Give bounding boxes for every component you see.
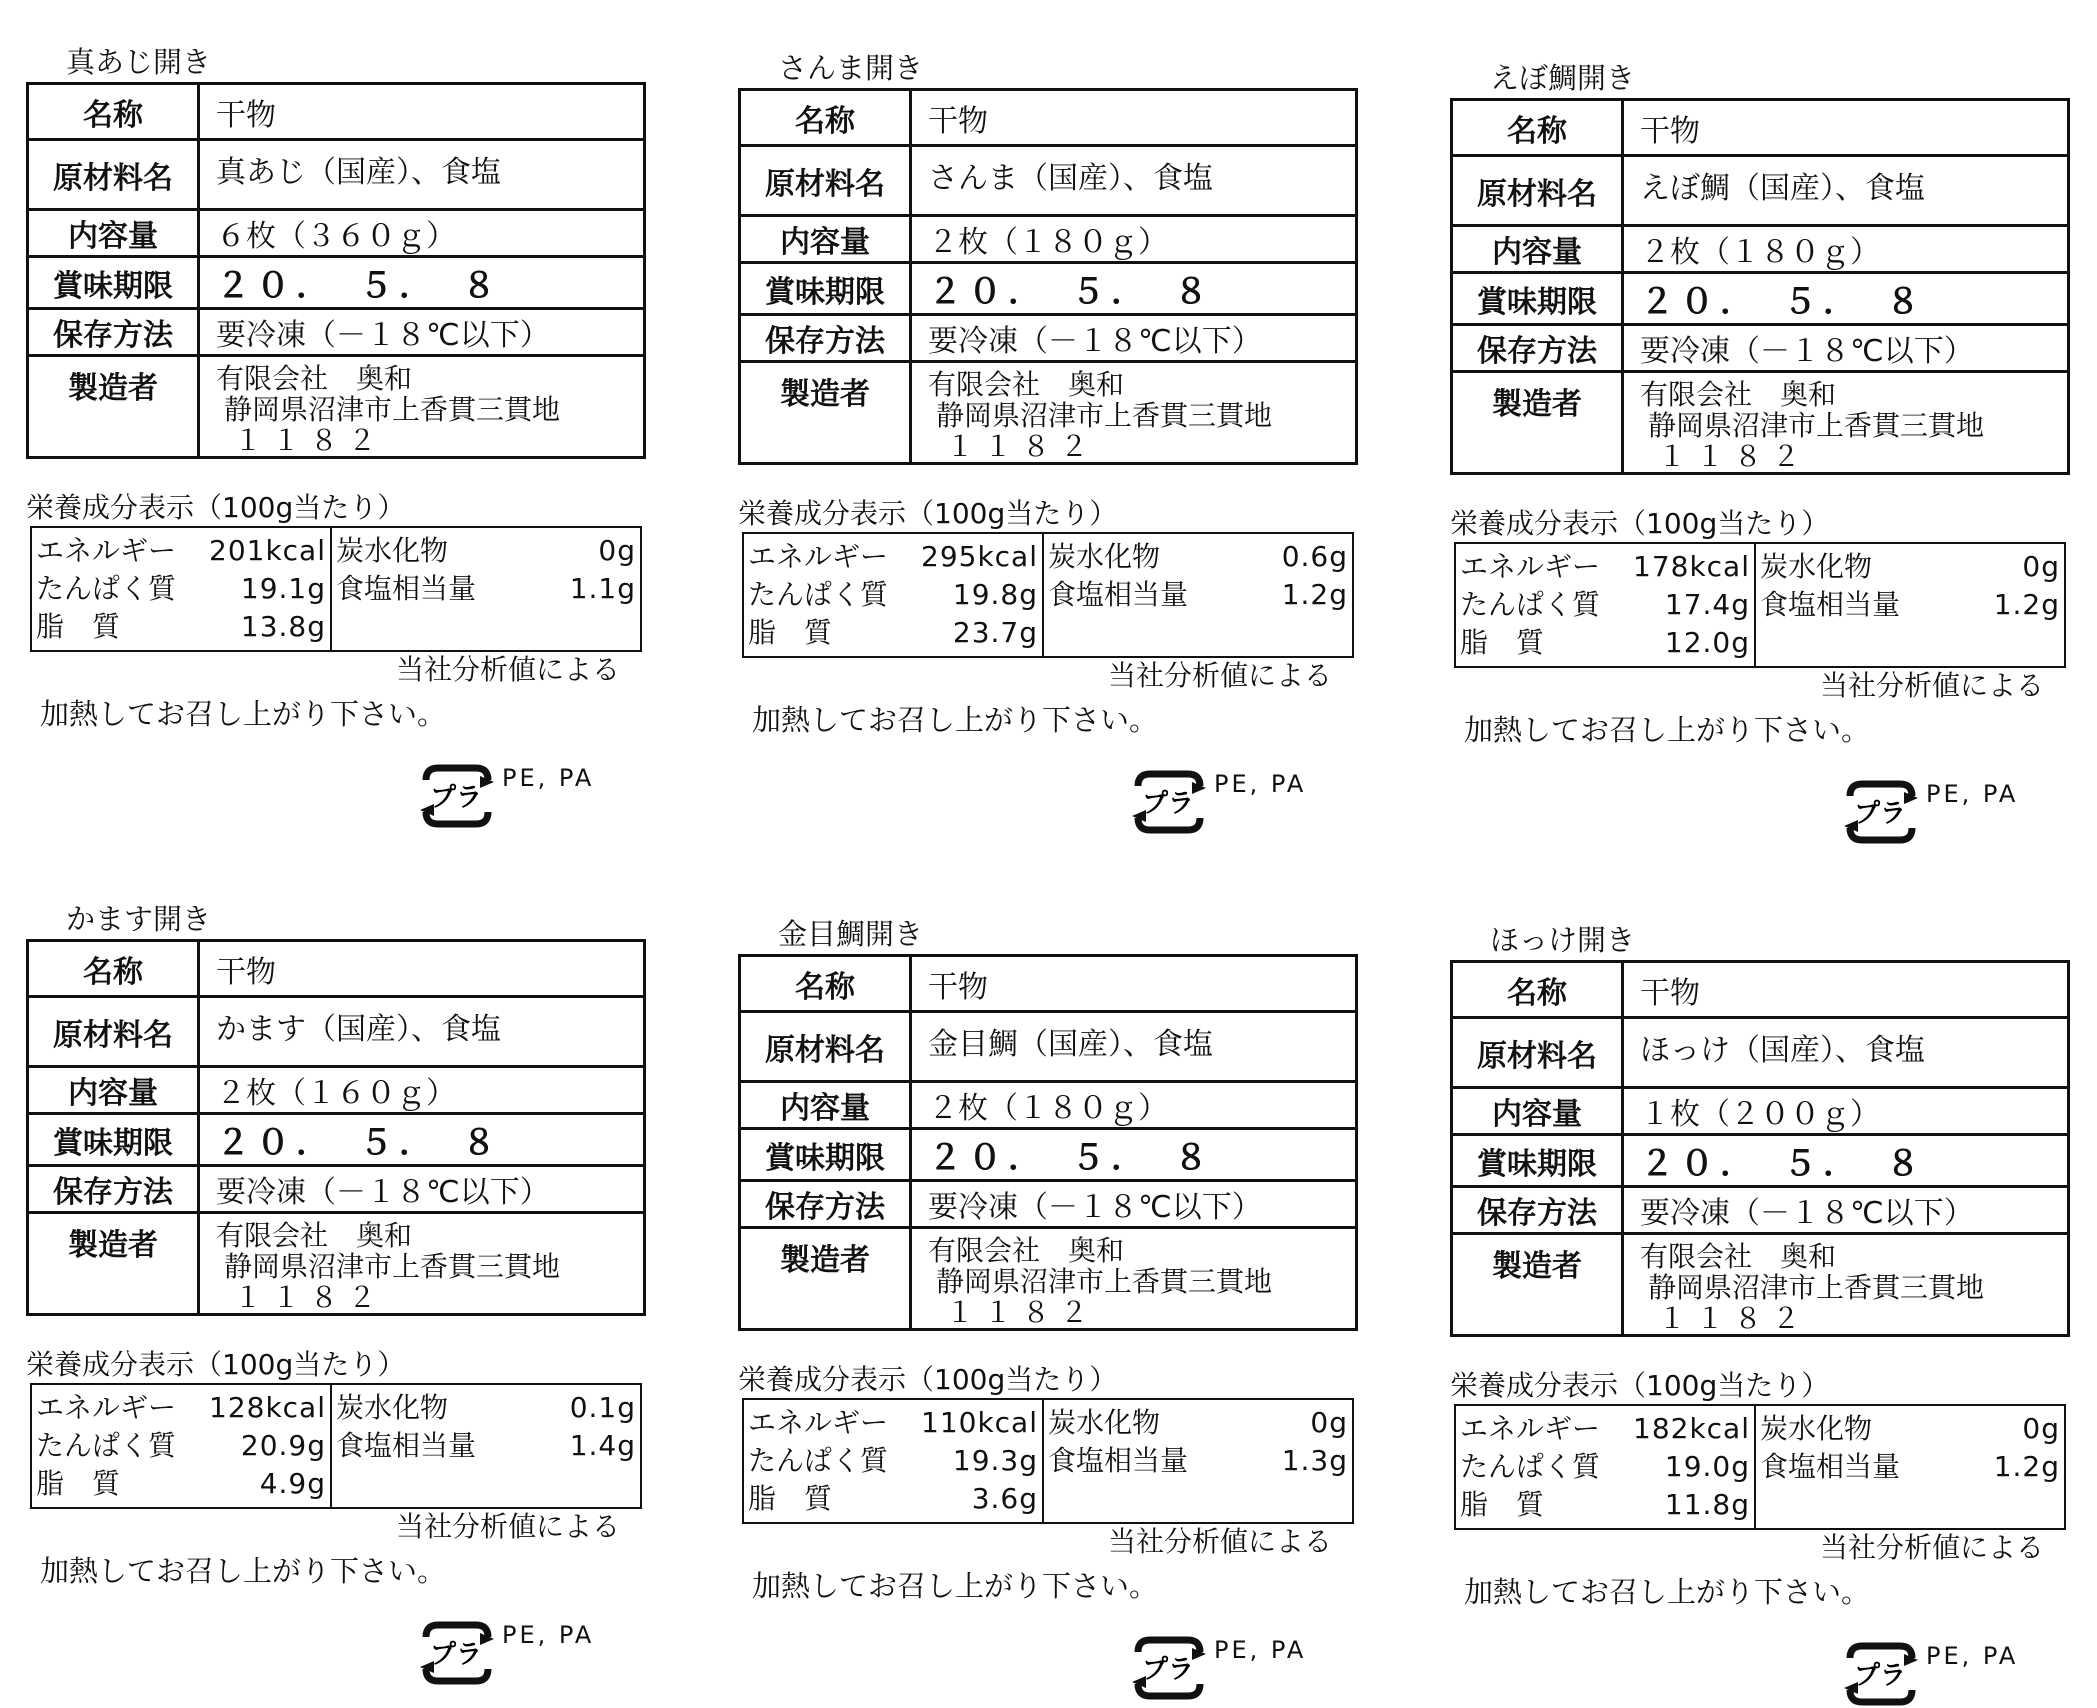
nutrition-col-right — [1043, 1399, 1353, 1523]
nutrition-row-fat — [36, 1465, 326, 1503]
nutrition-table — [1454, 1404, 2066, 1530]
material-label: PE, PA — [502, 764, 595, 792]
nutrition-table — [30, 526, 642, 652]
contents-key: 内容量 — [28, 1067, 199, 1114]
nutrition-col-left — [743, 1399, 1043, 1523]
spec-table — [1450, 960, 2070, 1337]
analysis-note: 当社分析値による — [1820, 669, 2045, 702]
material-label: PE, PA — [1214, 1636, 1307, 1664]
ingredients-key: 原材料名 — [1452, 1018, 1623, 1088]
nutrition-heading: 栄養成分表示（100g当たり） — [26, 491, 406, 524]
heating-note: 加熱してお召し上がり下さい。 — [752, 703, 1159, 737]
contents-value: ２枚（１８０ｇ） — [1623, 226, 2069, 273]
nutrition-row-carbs — [1048, 538, 1348, 576]
maker-value — [911, 362, 1357, 464]
product-title: 真あじ開き — [66, 45, 212, 79]
material-label: PE, PA — [502, 1621, 595, 1649]
maker-address-number: １１８２ — [946, 1296, 1099, 1329]
nutrition-row-energy — [36, 1389, 326, 1427]
pura-recycle-mark-icon — [416, 762, 496, 830]
protein-label: たんぱく質 — [36, 1429, 177, 1462]
protein-label: たんぱく質 — [748, 578, 889, 611]
spec-table — [26, 939, 646, 1316]
material-label: PE, PA — [1214, 770, 1307, 798]
carbs-label: 炭水化物 — [1048, 540, 1161, 573]
product-title: ほっけ開き — [1490, 923, 1636, 957]
nutrition-row-carbs — [1760, 548, 2060, 586]
label-panel — [26, 40, 706, 830]
maker-key: 製造者 — [1452, 372, 1623, 474]
analysis-note: 当社分析値による — [1108, 659, 1333, 692]
storage-value: 要冷凍（－１８℃以下） — [199, 309, 645, 356]
fat-value: 11.8g — [1664, 1488, 1750, 1521]
ingredients-value: かます（国産）、食塩 — [199, 997, 645, 1067]
pura-recycle-mark-icon — [1840, 778, 1920, 846]
label-panel — [1450, 918, 2097, 1708]
contents-value: １枚（２００ｇ） — [1623, 1088, 2069, 1135]
salt-value: 1.2g — [1281, 578, 1348, 611]
energy-label: エネルギー — [1460, 550, 1601, 583]
pura-recycle-mark-icon — [1128, 1634, 1208, 1702]
ingredients-key: 原材料名 — [28, 997, 199, 1067]
fat-label: 脂 質 — [748, 1482, 833, 1515]
heating-note: 加熱してお召し上がり下さい。 — [40, 1554, 447, 1588]
nutrition-table — [1454, 542, 2066, 668]
name-value: 干物 — [911, 90, 1357, 146]
carbs-value: 0g — [2022, 1412, 2060, 1445]
nutrition-row-salt — [1760, 1448, 2060, 1486]
heating-note: 加熱してお召し上がり下さい。 — [1464, 713, 1871, 747]
fat-value: 4.9g — [259, 1467, 326, 1500]
analysis-note: 当社分析値による — [1108, 1525, 1333, 1558]
nutrition-table — [742, 532, 1354, 658]
salt-value: 1.1g — [569, 572, 636, 605]
contents-key: 内容量 — [740, 216, 911, 263]
storage-value: 要冷凍（－１８℃以下） — [1623, 325, 2069, 372]
nutrition-row-fat — [748, 1480, 1038, 1518]
carbs-label: 炭水化物 — [1760, 550, 1873, 583]
storage-key: 保存方法 — [740, 315, 911, 362]
label-panel — [26, 897, 706, 1687]
carbs-value: 0g — [1310, 1406, 1348, 1439]
nutrition-row-energy — [1460, 548, 1750, 586]
ingredients-value: さんま（国産）、食塩 — [911, 146, 1357, 216]
analysis-note: 当社分析値による — [396, 653, 621, 686]
label-panel — [1450, 56, 2097, 846]
nutrition-col-right — [1043, 533, 1353, 657]
salt-value: 1.2g — [1993, 1450, 2060, 1483]
pura-recycle-mark-icon — [1840, 1640, 1920, 1708]
nutrition-row-salt — [1760, 586, 2060, 624]
contents-value: ６枚（３６０ｇ） — [199, 210, 645, 257]
maker-key: 製造者 — [740, 1228, 911, 1330]
maker-value — [911, 1228, 1357, 1330]
salt-value: 1.2g — [1993, 588, 2060, 621]
maker-key: 製造者 — [740, 362, 911, 464]
nutrition-row-salt — [336, 1427, 636, 1465]
nutrition-row-salt — [336, 570, 636, 608]
carbs-label: 炭水化物 — [336, 1391, 449, 1424]
nutrition-col-left — [31, 1384, 331, 1508]
spec-table — [738, 954, 1358, 1331]
maker-address-number: １１８２ — [1658, 440, 1811, 473]
fat-value: 3.6g — [971, 1482, 1038, 1515]
nutrition-table — [30, 1383, 642, 1509]
nutrition-heading: 栄養成分表示（100g当たり） — [738, 497, 1118, 530]
best-before-value: ２０． ５． ８ — [911, 1129, 1357, 1181]
contents-key: 内容量 — [1452, 226, 1623, 273]
nutrition-row-fat — [36, 608, 326, 646]
nutrition-row-fat — [1460, 1486, 1750, 1524]
analysis-note: 当社分析値による — [1820, 1531, 2045, 1564]
nutrition-row-protein — [1460, 586, 1750, 624]
energy-value: 178kcal — [1633, 550, 1750, 583]
energy-label: エネルギー — [1460, 1412, 1601, 1445]
fat-value: 12.0g — [1664, 626, 1750, 659]
ingredients-value: ほっけ（国産）、食塩 — [1623, 1018, 2069, 1088]
maker-address: 静岡県沼津市上香貫三貫地 — [1648, 1271, 1985, 1304]
nutrition-row-protein — [36, 570, 326, 608]
name-key: 名称 — [740, 956, 911, 1012]
maker-company: 有限会社 奥和 — [1640, 1240, 1837, 1273]
fat-value: 23.7g — [952, 616, 1038, 649]
nutrition-row-protein — [748, 1442, 1038, 1480]
nutrition-col-left — [1455, 1405, 1755, 1529]
energy-value: 128kcal — [209, 1391, 326, 1424]
ingredients-value: えぼ鯛（国産）、食塩 — [1623, 156, 2069, 226]
name-key: 名称 — [28, 84, 199, 140]
salt-label: 食塩相当量 — [1760, 588, 1901, 621]
nutrition-row-carbs — [336, 532, 636, 570]
nutrition-col-right — [1755, 1405, 2065, 1529]
salt-label: 食塩相当量 — [336, 1429, 477, 1462]
contents-value: ２枚（１８０ｇ） — [911, 216, 1357, 263]
maker-key: 製造者 — [28, 356, 199, 458]
maker-address-number: １１８２ — [234, 1281, 387, 1314]
best-before-key: 賞味期限 — [1452, 1135, 1623, 1187]
storage-value: 要冷凍（－１８℃以下） — [911, 315, 1357, 362]
heating-note: 加熱してお召し上がり下さい。 — [40, 697, 447, 731]
energy-label: エネルギー — [748, 1406, 889, 1439]
maker-company: 有限会社 奥和 — [1640, 378, 1837, 411]
carbs-label: 炭水化物 — [1048, 1406, 1161, 1439]
carbs-label: 炭水化物 — [336, 534, 449, 567]
spec-table — [1450, 98, 2070, 475]
nutrition-row-salt — [1048, 576, 1348, 614]
contents-key: 内容量 — [740, 1082, 911, 1129]
ingredients-key: 原材料名 — [28, 140, 199, 210]
product-title: かます開き — [66, 902, 212, 936]
material-label: PE, PA — [1926, 1642, 2019, 1670]
recycle-mark-text: プラ — [1141, 1655, 1195, 1685]
storage-value: 要冷凍（－１８℃以下） — [199, 1166, 645, 1213]
best-before-value: ２０． ５． ８ — [911, 263, 1357, 315]
ingredients-key: 原材料名 — [740, 1012, 911, 1082]
recycle-mark-text: プラ — [1141, 789, 1195, 819]
nutrition-col-left — [1455, 543, 1755, 667]
best-before-value: ２０． ５． ８ — [199, 1114, 645, 1166]
carbs-label: 炭水化物 — [1760, 1412, 1873, 1445]
fat-label: 脂 質 — [36, 1467, 121, 1500]
maker-address-number: １１８２ — [234, 424, 387, 457]
protein-label: たんぱく質 — [36, 572, 177, 605]
nutrition-heading: 栄養成分表示（100g当たり） — [1450, 1369, 1830, 1402]
energy-label: エネルギー — [36, 1391, 177, 1424]
protein-value: 19.0g — [1664, 1450, 1750, 1483]
maker-value — [1623, 1234, 2069, 1336]
storage-value: 要冷凍（－１８℃以下） — [911, 1181, 1357, 1228]
maker-key: 製造者 — [1452, 1234, 1623, 1336]
name-key: 名称 — [1452, 962, 1623, 1018]
salt-value: 1.3g — [1281, 1444, 1348, 1477]
protein-value: 17.4g — [1664, 588, 1750, 621]
contents-key: 内容量 — [28, 210, 199, 257]
recycle-mark-text: プラ — [429, 1640, 483, 1670]
energy-label: エネルギー — [36, 534, 177, 567]
storage-key: 保存方法 — [740, 1181, 911, 1228]
nutrition-row-carbs — [336, 1389, 636, 1427]
carbs-value: 0.1g — [569, 1391, 636, 1424]
ingredients-value: 金目鯛（国産）、食塩 — [911, 1012, 1357, 1082]
contents-key: 内容量 — [1452, 1088, 1623, 1135]
name-value: 干物 — [1623, 100, 2069, 156]
heating-note: 加熱してお召し上がり下さい。 — [1464, 1575, 1871, 1609]
nutrition-heading: 栄養成分表示（100g当たり） — [26, 1348, 406, 1381]
energy-value: 110kcal — [921, 1406, 1038, 1439]
salt-label: 食塩相当量 — [1760, 1450, 1901, 1483]
protein-value: 19.3g — [952, 1444, 1038, 1477]
best-before-key: 賞味期限 — [740, 263, 911, 315]
best-before-value: ２０． ５． ８ — [1623, 1135, 2069, 1187]
ingredients-key: 原材料名 — [1452, 156, 1623, 226]
maker-company: 有限会社 奥和 — [928, 368, 1125, 401]
nutrition-row-fat — [1460, 624, 1750, 662]
name-value: 干物 — [911, 956, 1357, 1012]
nutrition-row-protein — [36, 1427, 326, 1465]
energy-label: エネルギー — [748, 540, 889, 573]
salt-value: 1.4g — [569, 1429, 636, 1462]
ingredients-value: 真あじ（国産）、食塩 — [199, 140, 645, 210]
recycle-mark-text: プラ — [1853, 799, 1907, 829]
spec-table — [738, 88, 1358, 465]
carbs-value: 0.6g — [1281, 540, 1348, 573]
storage-key: 保存方法 — [1452, 325, 1623, 372]
energy-value: 182kcal — [1633, 1412, 1750, 1445]
salt-label: 食塩相当量 — [1048, 578, 1189, 611]
nutrition-row-carbs — [1760, 1410, 2060, 1448]
best-before-value: ２０． ５． ８ — [1623, 273, 2069, 325]
best-before-key: 賞味期限 — [28, 1114, 199, 1166]
nutrition-col-right — [331, 1384, 641, 1508]
carbs-value: 0g — [598, 534, 636, 567]
maker-value — [199, 356, 645, 458]
nutrition-row-protein — [1460, 1448, 1750, 1486]
nutrition-row-fat — [748, 614, 1038, 652]
analysis-note: 当社分析値による — [396, 1510, 621, 1543]
maker-company: 有限会社 奥和 — [216, 1219, 413, 1252]
maker-address: 静岡県沼津市上香貫三貫地 — [1648, 409, 1985, 442]
salt-label: 食塩相当量 — [1048, 1444, 1189, 1477]
protein-label: たんぱく質 — [1460, 588, 1601, 621]
maker-value — [199, 1213, 645, 1315]
recycle-mark-text: プラ — [429, 783, 483, 813]
fat-label: 脂 質 — [1460, 1488, 1545, 1521]
storage-key: 保存方法 — [28, 309, 199, 356]
nutrition-col-right — [1755, 543, 2065, 667]
recycle-mark-text: プラ — [1853, 1661, 1907, 1691]
protein-label: たんぱく質 — [1460, 1450, 1601, 1483]
label-panel — [738, 912, 1418, 1702]
maker-address-number: １１８２ — [946, 430, 1099, 463]
protein-value: 19.1g — [240, 572, 326, 605]
name-key: 名称 — [28, 941, 199, 997]
pura-recycle-mark-icon — [1128, 768, 1208, 836]
nutrition-heading: 栄養成分表示（100g当たり） — [1450, 507, 1830, 540]
energy-value: 201kcal — [209, 534, 326, 567]
name-key: 名称 — [1452, 100, 1623, 156]
maker-company: 有限会社 奥和 — [928, 1234, 1125, 1267]
label-panel — [738, 46, 1418, 836]
contents-value: ２枚（１８０ｇ） — [911, 1082, 1357, 1129]
nutrition-row-carbs — [1048, 1404, 1348, 1442]
best-before-key: 賞味期限 — [740, 1129, 911, 1181]
product-title: えぼ鯛開き — [1490, 61, 1636, 95]
nutrition-row-energy — [748, 1404, 1038, 1442]
maker-address: 静岡県沼津市上香貫三貫地 — [224, 1250, 561, 1283]
best-before-value: ２０． ５． ８ — [199, 257, 645, 309]
heating-note: 加熱してお召し上がり下さい。 — [752, 1569, 1159, 1603]
protein-value: 20.9g — [240, 1429, 326, 1462]
carbs-value: 0g — [2022, 550, 2060, 583]
storage-key: 保存方法 — [28, 1166, 199, 1213]
pura-recycle-mark-icon — [416, 1619, 496, 1687]
storage-value: 要冷凍（－１８℃以下） — [1623, 1187, 2069, 1234]
nutrition-row-protein — [748, 576, 1038, 614]
nutrition-table — [742, 1398, 1354, 1524]
name-value: 干物 — [1623, 962, 2069, 1018]
maker-address: 静岡県沼津市上香貫三貫地 — [936, 399, 1273, 432]
fat-label: 脂 質 — [748, 616, 833, 649]
protein-label: たんぱく質 — [748, 1444, 889, 1477]
nutrition-col-right — [331, 527, 641, 651]
maker-value — [1623, 372, 2069, 474]
maker-address-number: １１８２ — [1658, 1302, 1811, 1335]
nutrition-row-energy — [36, 532, 326, 570]
product-title: 金目鯛開き — [778, 917, 924, 951]
name-key: 名称 — [740, 90, 911, 146]
nutrition-row-energy — [748, 538, 1038, 576]
best-before-key: 賞味期限 — [28, 257, 199, 309]
fat-label: 脂 質 — [36, 610, 121, 643]
nutrition-col-left — [31, 527, 331, 651]
best-before-key: 賞味期限 — [1452, 273, 1623, 325]
material-label: PE, PA — [1926, 780, 2019, 808]
spec-table — [26, 82, 646, 459]
storage-key: 保存方法 — [1452, 1187, 1623, 1234]
maker-company: 有限会社 奥和 — [216, 362, 413, 395]
ingredients-key: 原材料名 — [740, 146, 911, 216]
product-title: さんま開き — [778, 51, 924, 85]
fat-label: 脂 質 — [1460, 626, 1545, 659]
protein-value: 19.8g — [952, 578, 1038, 611]
nutrition-row-salt — [1048, 1442, 1348, 1480]
nutrition-col-left — [743, 533, 1043, 657]
contents-value: ２枚（１６０ｇ） — [199, 1067, 645, 1114]
maker-address: 静岡県沼津市上香貫三貫地 — [936, 1265, 1273, 1298]
salt-label: 食塩相当量 — [336, 572, 477, 605]
maker-address: 静岡県沼津市上香貫三貫地 — [224, 393, 561, 426]
name-value: 干物 — [199, 84, 645, 140]
fat-value: 13.8g — [240, 610, 326, 643]
energy-value: 295kcal — [921, 540, 1038, 573]
nutrition-row-energy — [1460, 1410, 1750, 1448]
nutrition-heading: 栄養成分表示（100g当たり） — [738, 1363, 1118, 1396]
maker-key: 製造者 — [28, 1213, 199, 1315]
name-value: 干物 — [199, 941, 645, 997]
